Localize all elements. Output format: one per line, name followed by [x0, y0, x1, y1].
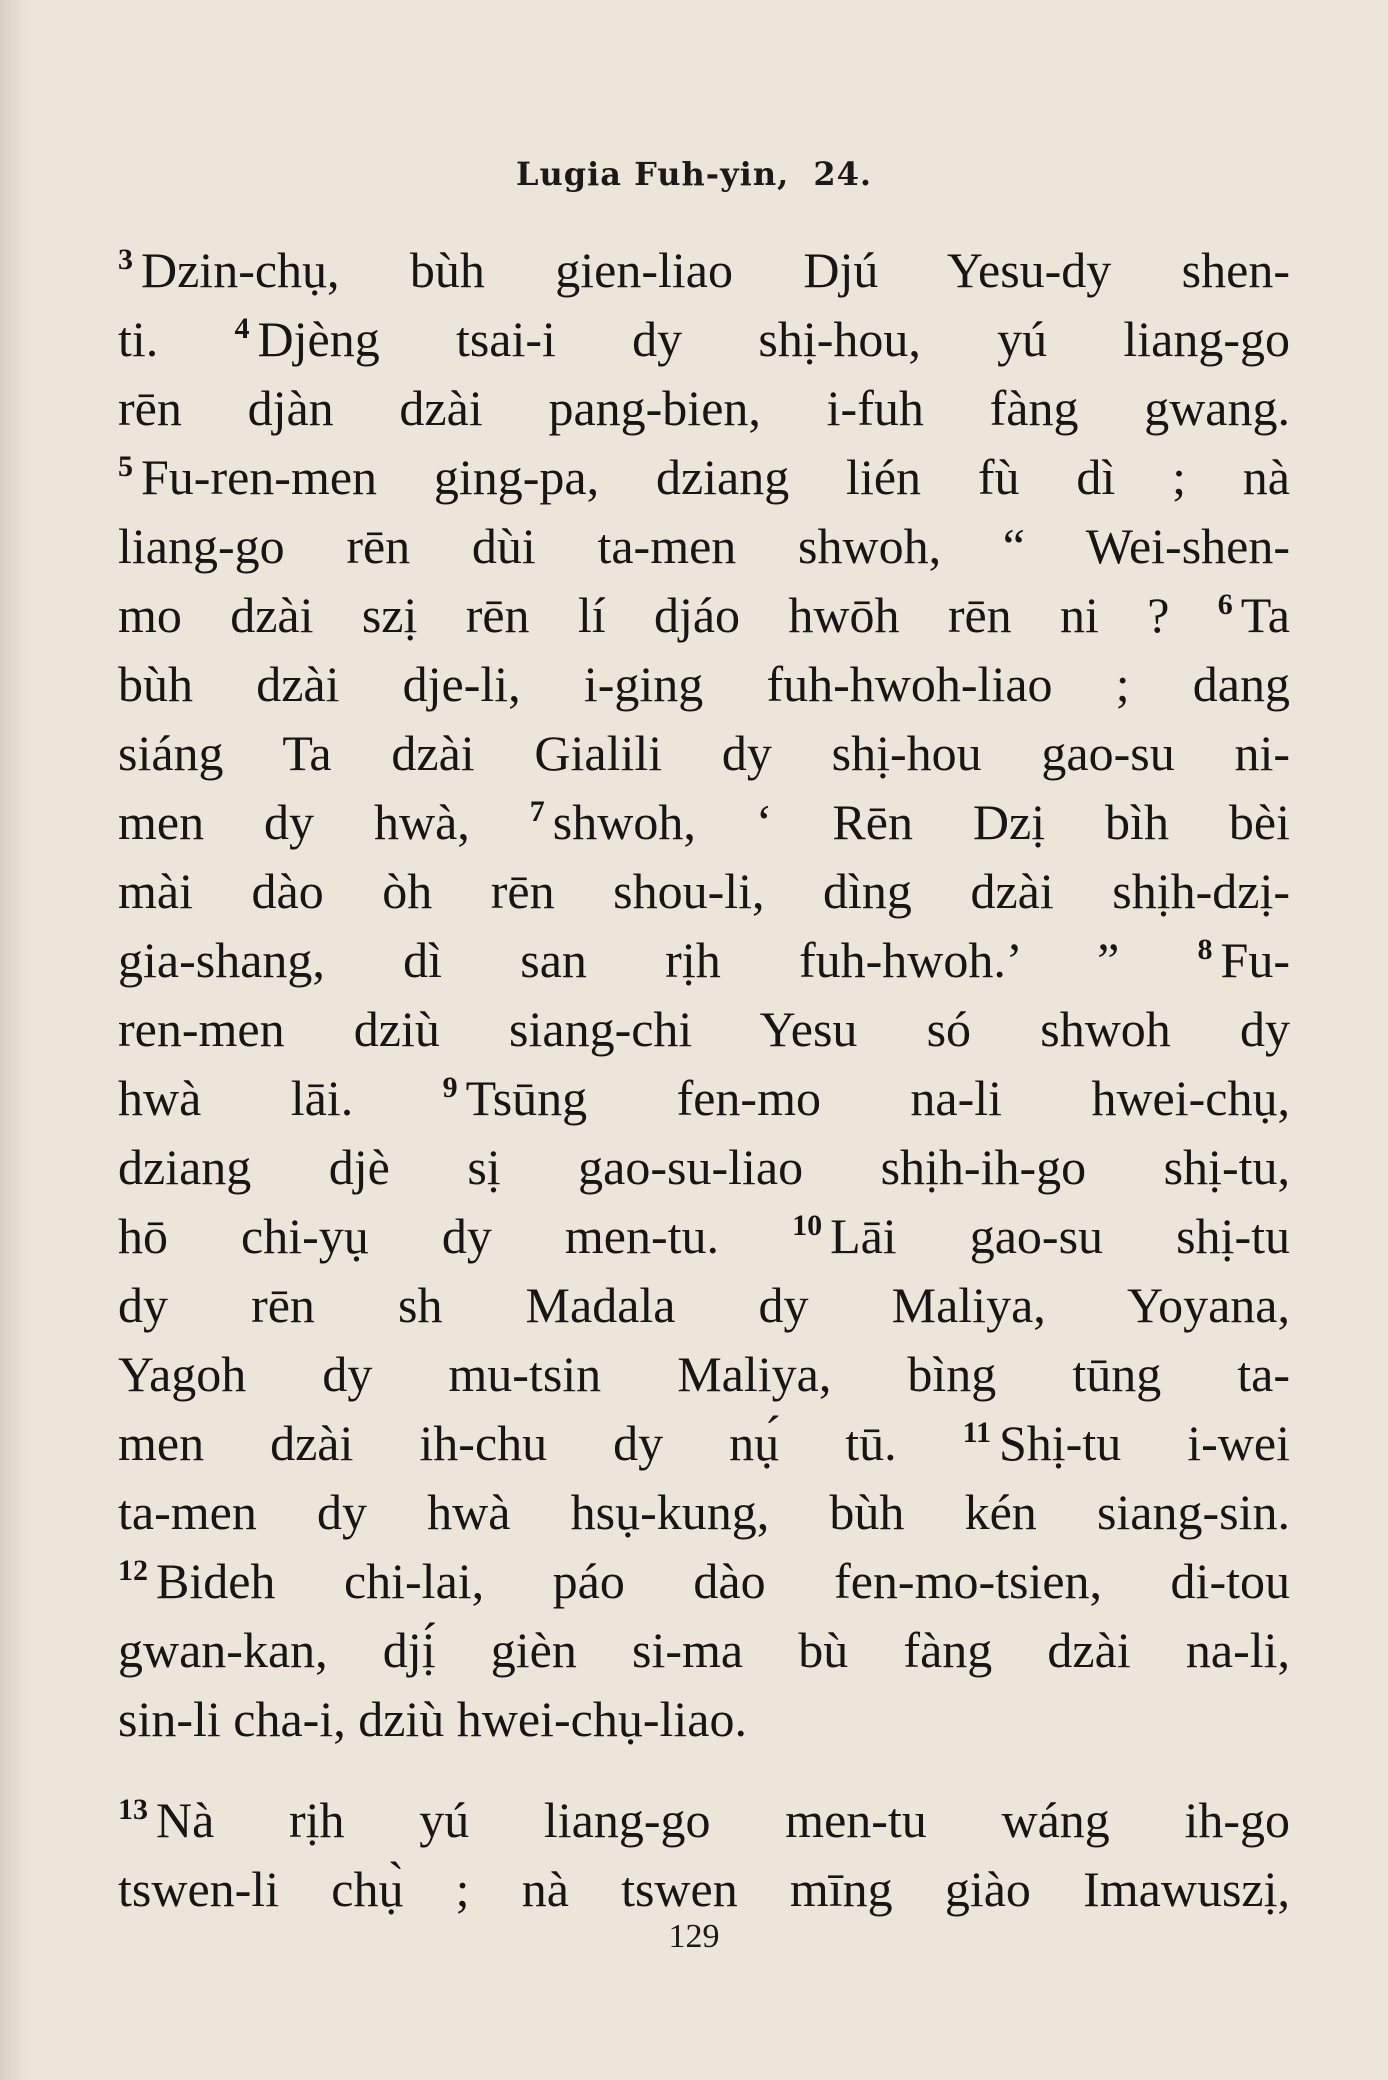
text-line — [118, 236, 1290, 305]
verse-number: 7 — [529, 795, 545, 828]
verse-text: hwà lāi. — [118, 1070, 443, 1126]
verse-text: Ta — [1240, 587, 1290, 643]
text-line — [118, 443, 1290, 512]
verse-number: 3 — [118, 243, 133, 276]
text-line — [118, 788, 1290, 857]
text-line — [118, 305, 1290, 374]
text-line — [118, 1340, 1290, 1409]
verse-text: Bideh chi-lai, páo dào fen-mo-tsien, di-tou — [156, 1553, 1290, 1609]
text-line — [118, 1133, 1290, 1202]
verse-number: 4 — [234, 312, 250, 345]
text-line — [118, 1202, 1290, 1271]
text-line — [118, 374, 1290, 443]
verse-text: men dy hwà, — [118, 794, 530, 850]
verse-text: Djèng tsai-i dy shị-hou, yú liang-go — [257, 311, 1290, 367]
verse-number: 8 — [1197, 933, 1213, 966]
page-gutter — [0, 0, 28, 2080]
verse-text: dziang djè sị gao-su-liao shịh-ih-go shị-tu, — [118, 1139, 1290, 1195]
verse-text: Yagoh dy mu-tsin Maliya, bìng tūng ta- — [118, 1346, 1290, 1402]
verse-text: gwan-kan, djị́ gièn si-ma bù fàng dzài na-li, — [118, 1622, 1290, 1678]
verse-text: liang-go rēn dùi ta-men shwoh, “ Wei-shen- — [118, 518, 1290, 574]
verse-text: bùh dzài dje-li, i-ging fuh-hwoh-liao ; dang — [118, 656, 1290, 712]
verse-text: Nà rịh yú liang-go men-tu wáng ih-go — [156, 1792, 1290, 1848]
verse-text: Dzin-chụ, bùh gien-liao Djú Yesu-dy shen- — [141, 242, 1290, 298]
text-line — [118, 581, 1290, 650]
text-line — [118, 1547, 1290, 1616]
verse-text: siáng Ta dzài Gialili dy shị-hou gao-su ni- — [118, 725, 1290, 781]
verse-text: Lāi gao-su shị-tu — [830, 1208, 1290, 1264]
verse-text: hō chi-yụ dy men-tu. — [118, 1208, 793, 1264]
verse-text: Fu-ren-men ging-pa, dziang lién fù dì ; nà — [141, 449, 1290, 505]
text-line — [118, 650, 1290, 719]
verse-text: Shị-tu i-wei — [998, 1415, 1290, 1471]
verse-text: Tsūng fen-mo na-li hwei-chụ, — [465, 1070, 1290, 1126]
text-line — [118, 1616, 1290, 1685]
text-line — [118, 995, 1290, 1064]
text-line — [118, 1478, 1290, 1547]
running-header — [0, 155, 1388, 207]
paragraph-gap — [118, 1754, 1290, 1786]
text-line — [118, 1409, 1290, 1478]
text-line — [118, 1685, 1290, 1754]
verse-text: shwoh, ‘ Rēn Dzị bìh bèi — [552, 794, 1290, 850]
text-line — [118, 857, 1290, 926]
verse-text: mài dào òh rēn shou-li, dìng dzài shịh-dzị- — [118, 863, 1290, 919]
body-text — [118, 236, 1290, 1924]
running-header-chapter: 24. — [813, 155, 873, 193]
verse-number: 10 — [792, 1209, 823, 1242]
text-line — [118, 926, 1290, 995]
verse-text: ta-men dy hwà hsụ-kung, bùh kén siang-sin. — [118, 1484, 1290, 1540]
verse-text: Fu- — [1220, 932, 1290, 988]
page-number: 129 — [668, 1918, 720, 1955]
text-line — [118, 1271, 1290, 1340]
verse-text: ren-men dziù siang-chi Yesu só shwoh dy — [118, 1001, 1290, 1057]
verse-text: tswen-li chụ̀ ; nà tswen mīng giào Imawuszị, — [118, 1861, 1290, 1917]
verse-text: ti. — [118, 311, 235, 367]
verse-number: 12 — [118, 1554, 148, 1587]
verse-text: mo dzài szị rēn lí djáo hwōh rēn ni ? — [118, 587, 1218, 643]
text-line — [118, 719, 1290, 788]
text-line — [118, 1786, 1290, 1855]
text-line — [118, 512, 1290, 581]
verse-text: rēn djàn dzài pang-bien, i-fuh fàng gwang. — [118, 380, 1290, 436]
verse-number: 6 — [1217, 588, 1233, 621]
verse-text: men dzài ih-chu dy nụ́ tū. — [118, 1415, 963, 1471]
verse-number: 11 — [962, 1416, 991, 1449]
text-line — [118, 1064, 1290, 1133]
verse-number: 5 — [118, 450, 133, 483]
verse-text: dy rēn sh Madala dy Maliya, Yoyana, — [118, 1277, 1290, 1333]
verse-text: gia-shang, dì san rịh fuh-hwoh.’ ” — [118, 932, 1198, 988]
running-header-title: Lugia Fuh-yin, — [515, 155, 790, 193]
text-line — [118, 1855, 1290, 1924]
verse-number: 9 — [442, 1071, 458, 1104]
verse-text: sin-li cha-i, dziù hwei-chụ-liao. — [118, 1691, 747, 1747]
verse-number: 13 — [118, 1793, 148, 1826]
